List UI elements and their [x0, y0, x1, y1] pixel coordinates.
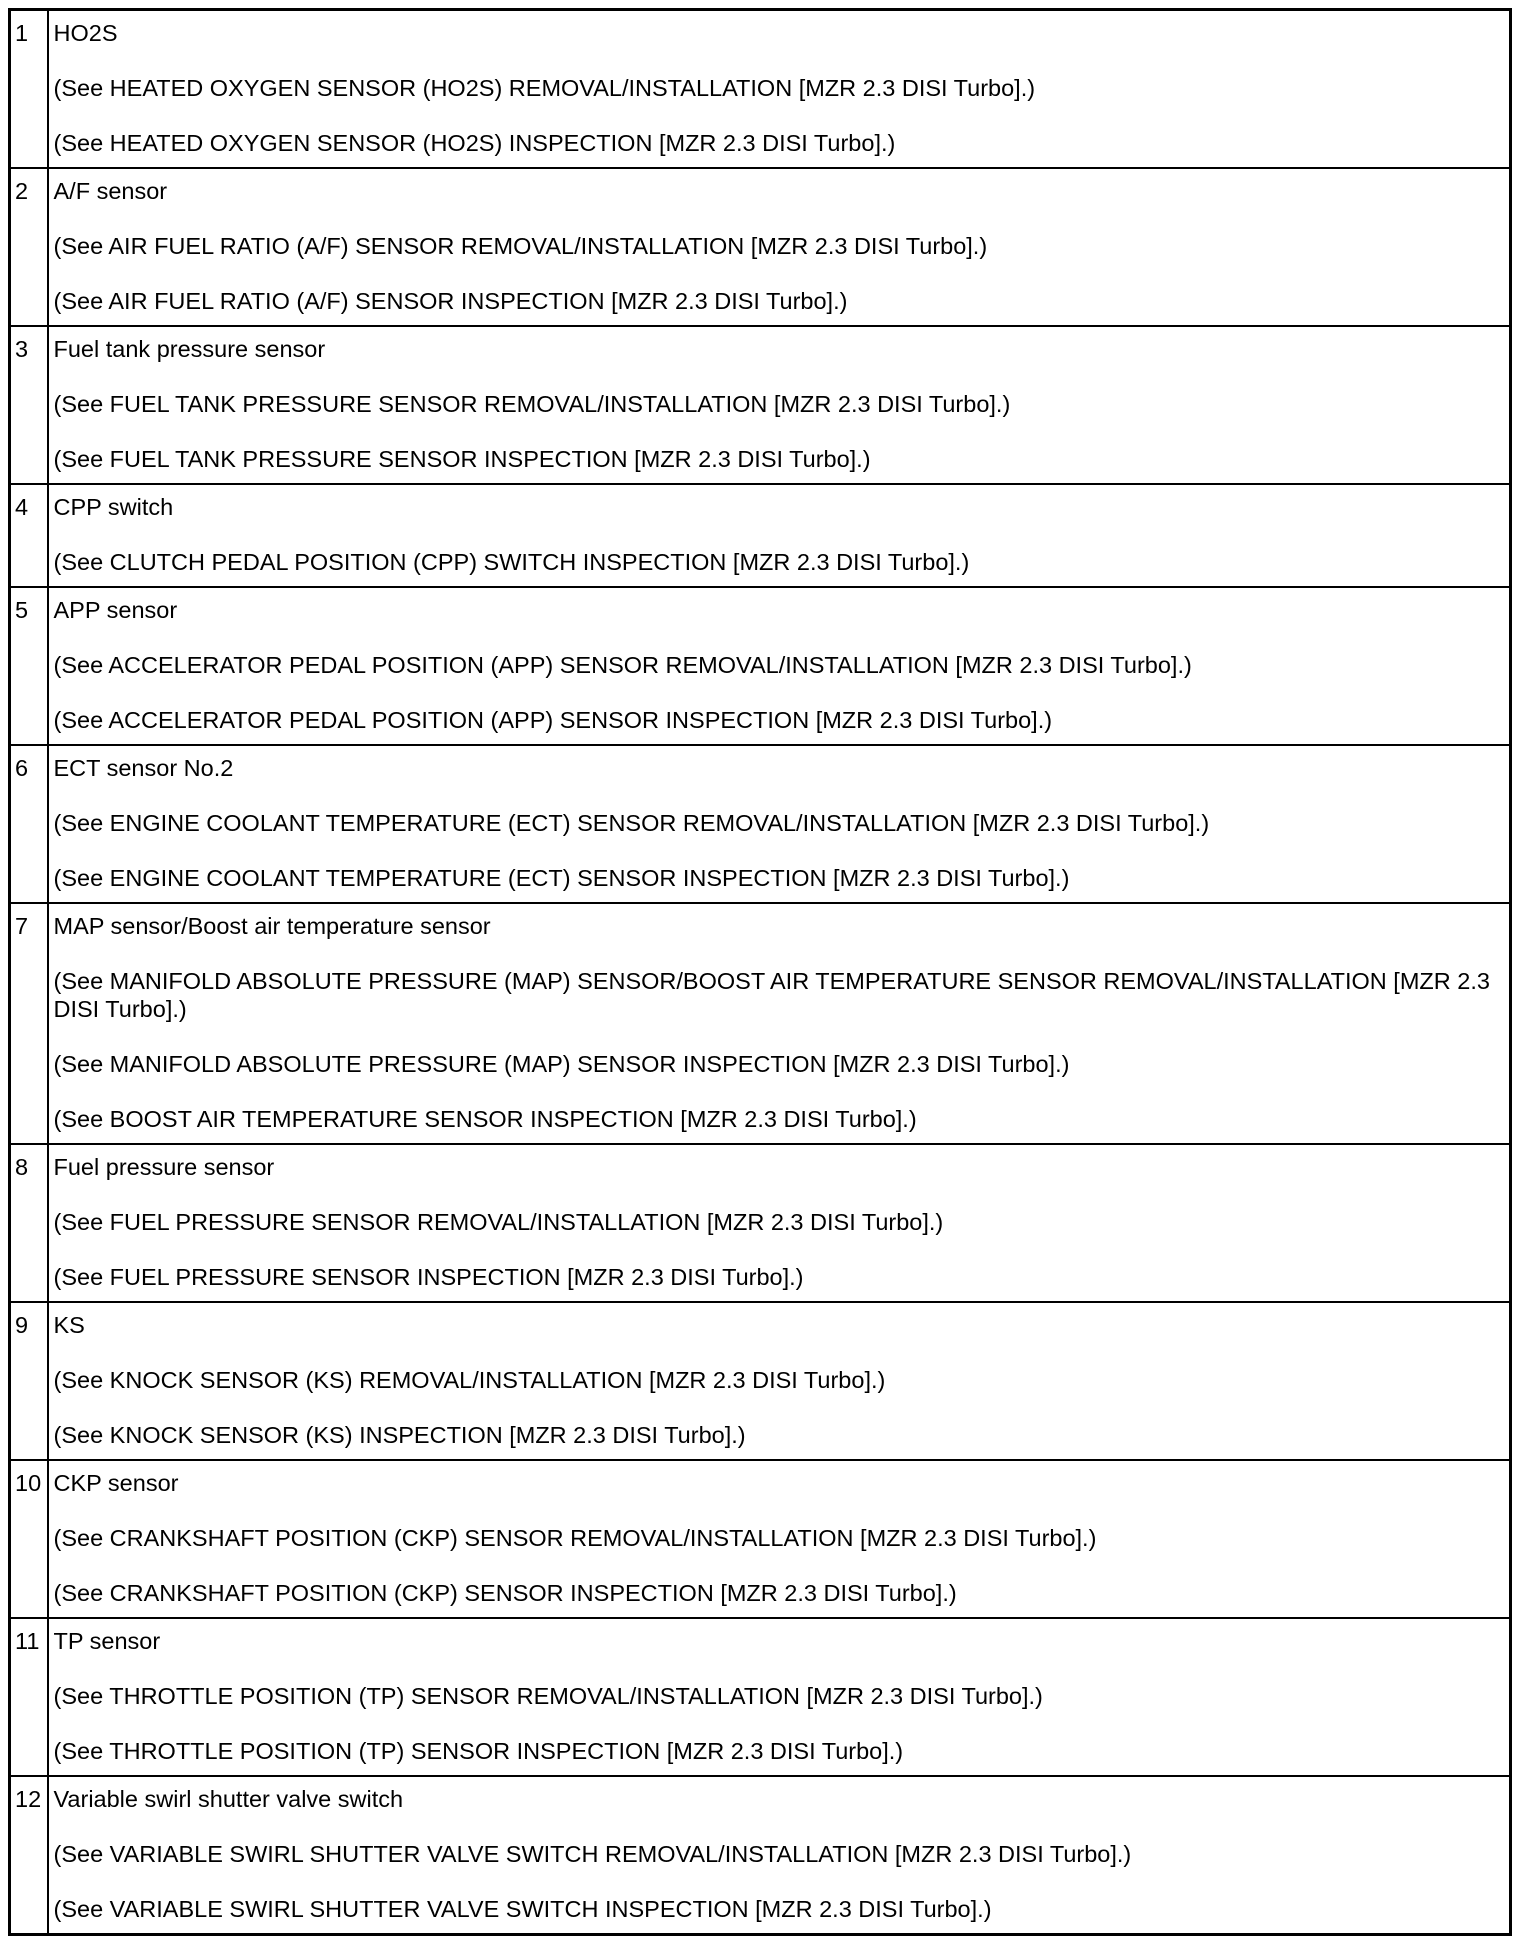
procedure-reference-link[interactable]: (See ACCELERATOR PEDAL POSITION (APP) SENSOR INSPECTION [MZR 2.3 DISI Turbo].): [53, 707, 1053, 733]
procedure-reference-link[interactable]: (See THROTTLE POSITION (TP) SENSOR REMOVAL/INSTALLATION [MZR 2.3 DISI Turbo].): [53, 1683, 1043, 1709]
component-name: A/F sensor: [53, 178, 168, 204]
table-row: [10, 168, 1511, 326]
table-row: [10, 484, 1511, 587]
procedure-reference-link[interactable]: (See BOOST AIR TEMPERATURE SENSOR INSPECTION [MZR 2.3 DISI Turbo].): [53, 1106, 917, 1132]
table-row: [10, 903, 1511, 1144]
row-content: [48, 587, 1511, 745]
row-number: 11: [10, 1618, 48, 1776]
row-content: [48, 1776, 1511, 1935]
row-content: [48, 1302, 1511, 1460]
procedure-reference-link[interactable]: (See ACCELERATOR PEDAL POSITION (APP) SENSOR REMOVAL/INSTALLATION [MZR 2.3 DISI Turbo].): [53, 652, 1192, 678]
procedure-reference-link[interactable]: (See CRANKSHAFT POSITION (CKP) SENSOR REMOVAL/INSTALLATION [MZR 2.3 DISI Turbo].): [53, 1525, 1097, 1551]
table-row: [10, 1302, 1511, 1460]
row-number: 10: [10, 1460, 48, 1618]
row-content: [48, 168, 1511, 326]
row-content: [48, 1460, 1511, 1618]
procedure-reference-link[interactable]: (See FUEL PRESSURE SENSOR REMOVAL/INSTALLATION [MZR 2.3 DISI Turbo].): [53, 1209, 944, 1235]
procedure-reference-link[interactable]: (See KNOCK SENSOR (KS) REMOVAL/INSTALLATION [MZR 2.3 DISI Turbo].): [53, 1367, 886, 1393]
row-content: [48, 326, 1511, 484]
row-number: 1: [10, 10, 48, 169]
component-name: APP sensor: [53, 597, 178, 623]
row-number: 3: [10, 326, 48, 484]
component-name: CKP sensor: [53, 1470, 179, 1496]
component-name: Fuel pressure sensor: [53, 1154, 275, 1180]
component-name: Variable swirl shutter valve switch: [53, 1786, 404, 1812]
table-body: [10, 10, 1511, 1935]
row-content: [48, 903, 1511, 1144]
row-content: [48, 1144, 1511, 1302]
row-content: [48, 484, 1511, 587]
procedure-reference-link[interactable]: (See VARIABLE SWIRL SHUTTER VALVE SWITCH INSPECTION [MZR 2.3 DISI Turbo].): [53, 1896, 992, 1922]
component-name: ECT sensor No.2: [53, 755, 234, 781]
component-name: Fuel tank pressure sensor: [53, 336, 326, 362]
component-name: HO2S: [53, 20, 118, 46]
procedure-reference-link[interactable]: (See CLUTCH PEDAL POSITION (CPP) SWITCH INSPECTION [MZR 2.3 DISI Turbo].): [53, 549, 970, 575]
component-name: TP sensor: [53, 1628, 161, 1654]
row-number: 7: [10, 903, 48, 1144]
procedure-reference-link[interactable]: (See KNOCK SENSOR (KS) INSPECTION [MZR 2.3 DISI Turbo].): [53, 1422, 746, 1448]
table-row: [10, 1460, 1511, 1618]
procedure-reference-link[interactable]: (See MANIFOLD ABSOLUTE PRESSURE (MAP) SENSOR INSPECTION [MZR 2.3 DISI Turbo].): [53, 1051, 1070, 1077]
row-content: [48, 745, 1511, 903]
table-row: [10, 10, 1511, 169]
component-reference-table: [8, 8, 1512, 1936]
procedure-reference-link[interactable]: (See THROTTLE POSITION (TP) SENSOR INSPECTION [MZR 2.3 DISI Turbo].): [53, 1738, 904, 1764]
table-row: [10, 587, 1511, 745]
row-number: 5: [10, 587, 48, 745]
row-number: 9: [10, 1302, 48, 1460]
component-name: KS: [53, 1312, 85, 1338]
procedure-reference-link[interactable]: (See FUEL TANK PRESSURE SENSOR REMOVAL/INSTALLATION [MZR 2.3 DISI Turbo].): [53, 391, 1011, 417]
procedure-reference-link[interactable]: (See HEATED OXYGEN SENSOR (HO2S) REMOVAL/INSTALLATION [MZR 2.3 DISI Turbo].): [53, 75, 1036, 101]
procedure-reference-link[interactable]: (See HEATED OXYGEN SENSOR (HO2S) INSPECTION [MZR 2.3 DISI Turbo].): [53, 130, 896, 156]
table-row: [10, 1144, 1511, 1302]
procedure-reference-link[interactable]: (See ENGINE COOLANT TEMPERATURE (ECT) SENSOR INSPECTION [MZR 2.3 DISI Turbo].): [53, 865, 1070, 891]
component-name: CPP switch: [53, 494, 174, 520]
row-number: 8: [10, 1144, 48, 1302]
row-number: 2: [10, 168, 48, 326]
procedure-reference-link[interactable]: (See AIR FUEL RATIO (A/F) SENSOR REMOVAL/INSTALLATION [MZR 2.3 DISI Turbo].): [53, 233, 988, 259]
procedure-reference-link[interactable]: (See VARIABLE SWIRL SHUTTER VALVE SWITCH REMOVAL/INSTALLATION [MZR 2.3 DISI Turbo].): [53, 1841, 1132, 1867]
procedure-reference-link[interactable]: (See AIR FUEL RATIO (A/F) SENSOR INSPECTION [MZR 2.3 DISI Turbo].): [53, 288, 848, 314]
row-number: 12: [10, 1776, 48, 1935]
procedure-reference-link[interactable]: (See CRANKSHAFT POSITION (CKP) SENSOR INSPECTION [MZR 2.3 DISI Turbo].): [53, 1580, 957, 1606]
row-content: [48, 10, 1511, 169]
row-number: 6: [10, 745, 48, 903]
table-row: [10, 326, 1511, 484]
procedure-reference-link[interactable]: (See MANIFOLD ABSOLUTE PRESSURE (MAP) SENSOR/BOOST AIR TEMPERATURE SENSOR REMOVAL/INSTALLATION [MZR 2.3 DISI Turbo].): [53, 968, 1490, 1022]
procedure-reference-link[interactable]: (See FUEL TANK PRESSURE SENSOR INSPECTION [MZR 2.3 DISI Turbo].): [53, 446, 871, 472]
procedure-reference-link[interactable]: (See FUEL PRESSURE SENSOR INSPECTION [MZR 2.3 DISI Turbo].): [53, 1264, 804, 1290]
row-number: 4: [10, 484, 48, 587]
table-row: [10, 1618, 1511, 1776]
row-content: [48, 1618, 1511, 1776]
procedure-reference-link[interactable]: (See ENGINE COOLANT TEMPERATURE (ECT) SENSOR REMOVAL/INSTALLATION [MZR 2.3 DISI Turbo].): [53, 810, 1210, 836]
table-row: [10, 1776, 1511, 1935]
table-row: [10, 745, 1511, 903]
component-name: MAP sensor/Boost air temperature sensor: [53, 913, 491, 939]
